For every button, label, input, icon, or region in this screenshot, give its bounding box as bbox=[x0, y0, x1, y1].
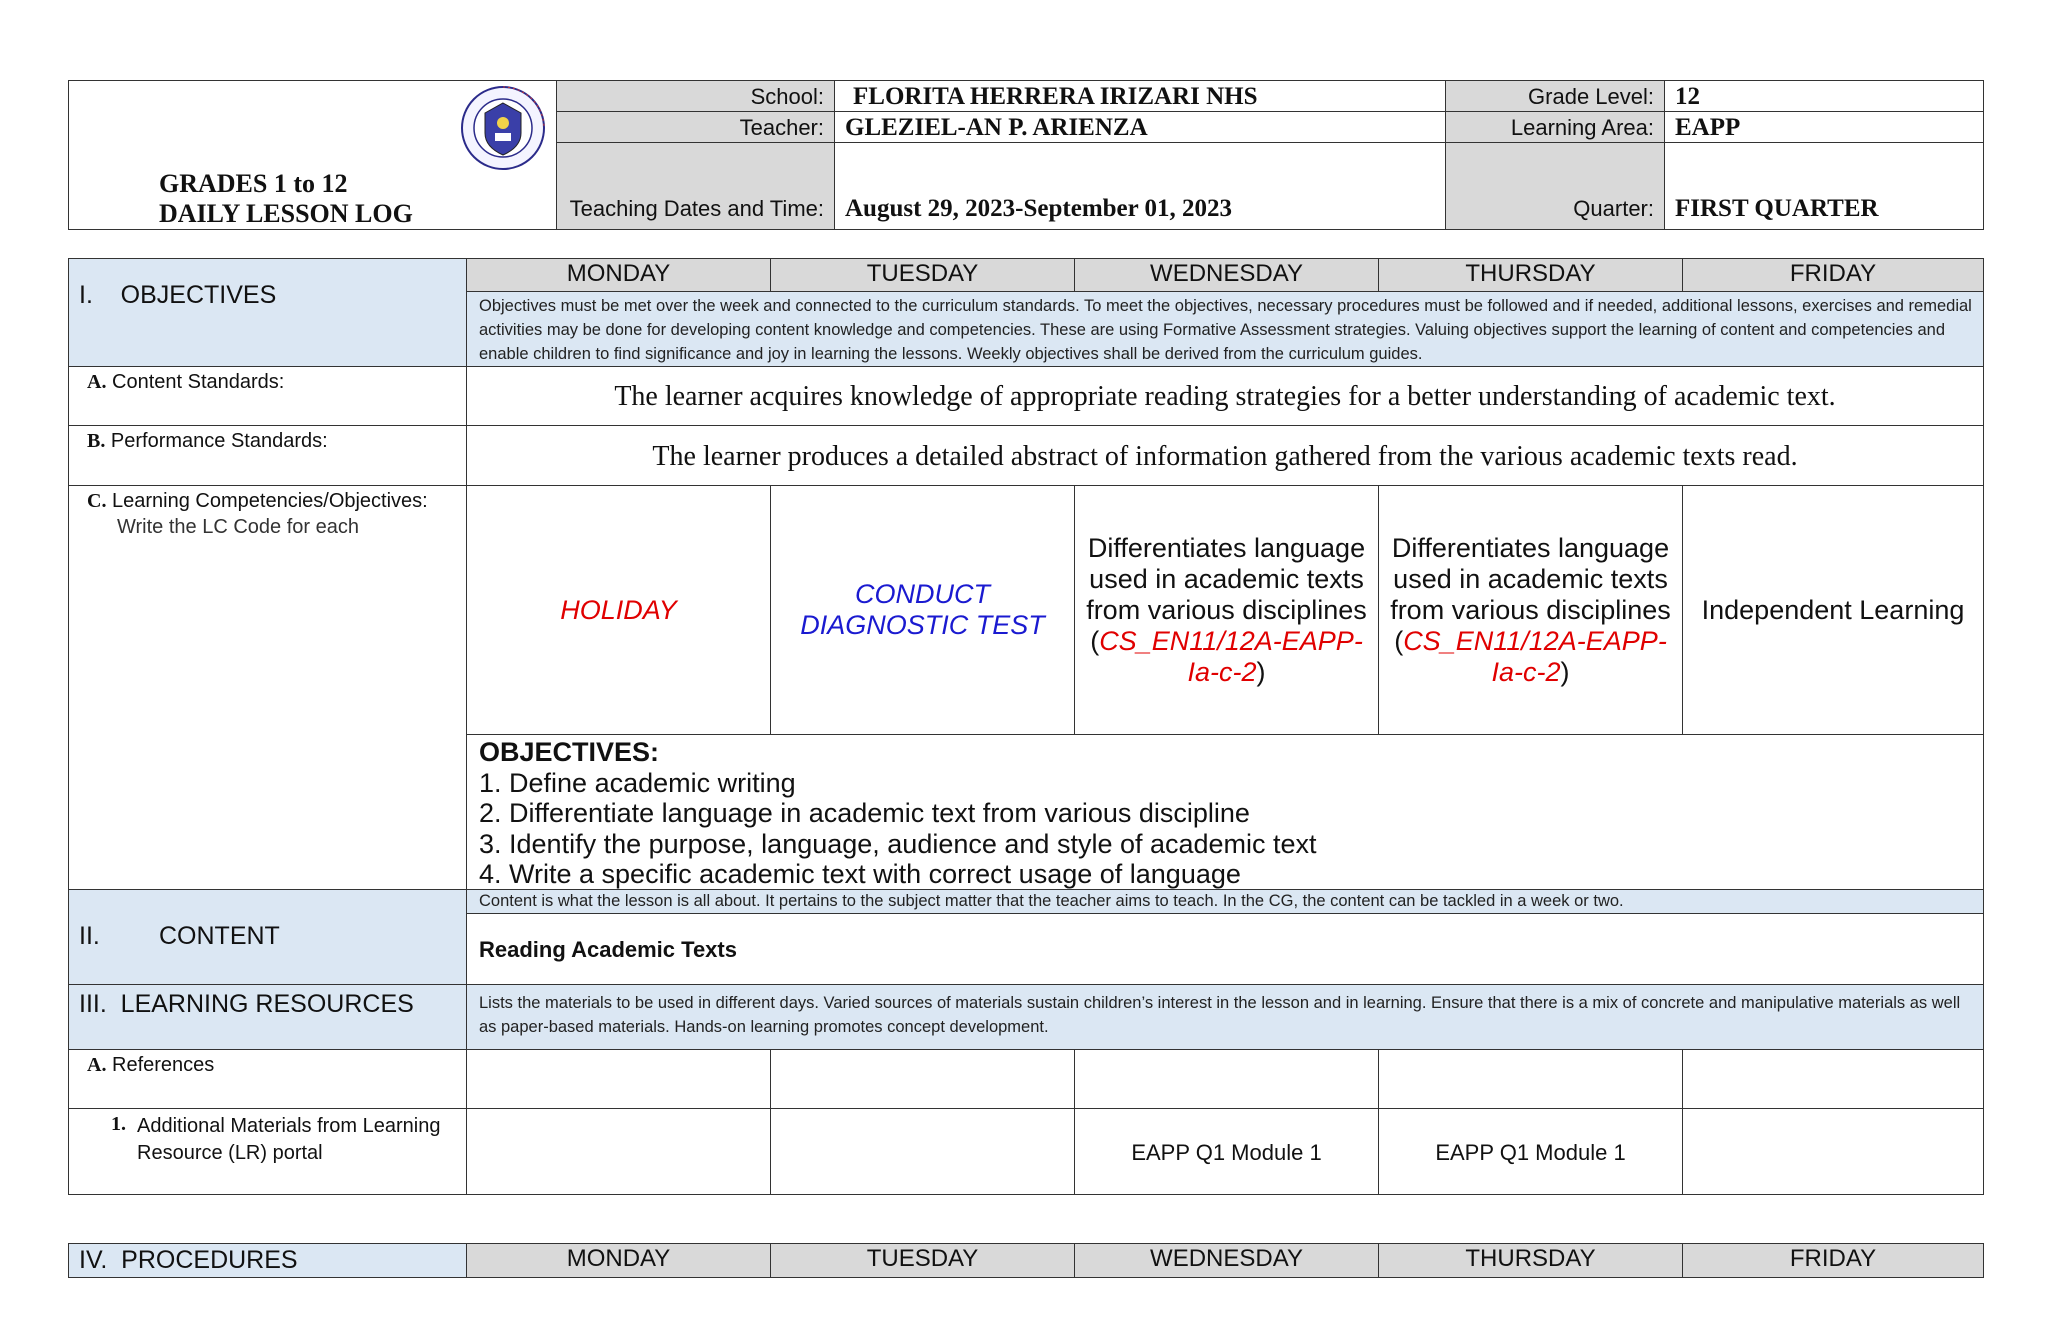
lc-wednesday bbox=[1074, 485, 1379, 735]
learning-competencies-label-cell bbox=[68, 485, 467, 890]
references-tuesday bbox=[770, 1049, 1075, 1109]
lc-thursday-text: Differentiates language used in academic texts from various disciplines bbox=[1390, 532, 1671, 625]
resources-heading-cell bbox=[68, 984, 467, 1050]
procedures-day-monday: MONDAY bbox=[466, 1243, 771, 1278]
references-thursday bbox=[1378, 1049, 1683, 1109]
performance-standards-label bbox=[87, 430, 328, 453]
lc-friday-text: Independent Learning bbox=[1701, 594, 1965, 625]
performance-standards-letter: B. bbox=[87, 430, 106, 452]
objectives-list-cell bbox=[466, 734, 1984, 890]
learning-area-value: EAPP bbox=[1664, 111, 1984, 143]
additional-materials-friday bbox=[1682, 1108, 1984, 1195]
additional-materials-thursday: EAPP Q1 Module 1 bbox=[1378, 1108, 1683, 1195]
grade-level-label: Grade Level: bbox=[1445, 80, 1665, 112]
title-line-1: GRADES 1 to 12 bbox=[159, 169, 348, 198]
additional-materials-monday bbox=[466, 1108, 771, 1195]
content-value: Reading Academic Texts bbox=[466, 913, 1984, 985]
lc-thursday bbox=[1378, 485, 1683, 735]
lc-monday-text: HOLIDAY bbox=[560, 594, 677, 625]
teacher-value: GLEZIEL-AN P. ARIENZA bbox=[834, 111, 1446, 143]
objectives-heading: I. OBJECTIVES bbox=[79, 281, 277, 309]
day-header-monday: MONDAY bbox=[466, 258, 771, 292]
references-label bbox=[87, 1054, 214, 1077]
page-title bbox=[159, 169, 413, 229]
objectives-list-title: OBJECTIVES: bbox=[479, 737, 660, 767]
lc-wednesday-code-wrap: (CS_EN11/12A-EAPP-Ia-c-2) bbox=[1090, 625, 1363, 687]
grade-level-value: 12 bbox=[1664, 80, 1984, 112]
lc-wednesday-code: CS_EN11/12A-EAPP-Ia-c-2 bbox=[1099, 625, 1363, 687]
objectives-list-item: 2. Differentiate language in academic text from various discipline bbox=[479, 798, 1250, 828]
procedures-day-tuesday: TUESDAY bbox=[770, 1243, 1075, 1278]
school-value: FLORITA HERRERA IRIZARI NHS bbox=[834, 80, 1446, 112]
content-heading-number: II. bbox=[79, 922, 100, 950]
lc-tuesday bbox=[770, 485, 1075, 735]
resources-heading: III. LEARNING RESOURCES bbox=[79, 990, 414, 1018]
procedures-day-thursday: THURSDAY bbox=[1378, 1243, 1683, 1278]
lc-thursday-code-wrap: (CS_EN11/12A-EAPP-Ia-c-2) bbox=[1394, 625, 1667, 687]
lc-thursday-code: CS_EN11/12A-EAPP-Ia-c-2 bbox=[1403, 625, 1667, 687]
content-standards-label-cell bbox=[68, 366, 467, 426]
content-standards-value: The learner acquires knowledge of appropriate reading strategies for a better understanding of academic text. bbox=[466, 366, 1984, 426]
content-standards-letter: A. bbox=[87, 371, 107, 393]
learning-competencies-sub: Write the LC Code for each bbox=[117, 516, 359, 538]
procedures-heading-cell bbox=[68, 1243, 467, 1278]
resources-note: Lists the materials to be used in different days. Varied sources of materials sustain children’s interest in the lesson and in learning. Ensure that there is a mix of concrete and manipulative materials as well as paper-based materials. Hands-on learning promotes concept development. bbox=[466, 984, 1984, 1050]
procedures-day-wednesday: WEDNESDAY bbox=[1074, 1243, 1379, 1278]
objectives-note: Objectives must be met over the week and connected to the curriculum standards. To meet the objectives, necessary procedures must be followed and if needed, additional lessons, exercises and remedial activities may be done for developing content knowledge and competencies. These are using Formative Assessment strategies. Valuing objectives support the learning of content and competencies and enable children to find significance and joy in learning the lessons. Weekly objectives shall be derived from the curriculum guides. bbox=[466, 291, 1984, 367]
references-letter: A. bbox=[87, 1054, 107, 1076]
references-text: References bbox=[112, 1054, 215, 1076]
lc-monday bbox=[466, 485, 771, 735]
performance-standards-value: The learner produces a detailed abstract of information gathered from the various academic texts read. bbox=[466, 425, 1984, 486]
content-standards-text: Content Standards: bbox=[112, 371, 285, 393]
header-title-cell bbox=[68, 80, 557, 230]
references-monday bbox=[466, 1049, 771, 1109]
school-label: School: bbox=[556, 80, 835, 112]
performance-standards-label-cell bbox=[68, 425, 467, 486]
deped-seal-logo bbox=[460, 85, 546, 171]
objectives-heading-cell bbox=[68, 258, 467, 367]
teaching-dates-value: August 29, 2023-September 01, 2023 bbox=[834, 142, 1446, 230]
references-wednesday bbox=[1074, 1049, 1379, 1109]
lc-friday bbox=[1682, 485, 1984, 735]
teaching-dates-label: Teaching Dates and Time: bbox=[556, 142, 835, 230]
content-standards-label bbox=[87, 371, 284, 394]
additional-materials-label-cell bbox=[68, 1108, 467, 1195]
learning-competencies-text: Learning Competencies/Objectives: bbox=[112, 490, 428, 512]
additional-materials-wednesday: EAPP Q1 Module 1 bbox=[1074, 1108, 1379, 1195]
additional-materials-tuesday bbox=[770, 1108, 1075, 1195]
references-friday bbox=[1682, 1049, 1984, 1109]
references-label-cell bbox=[68, 1049, 467, 1109]
content-heading: CONTENT bbox=[159, 922, 280, 950]
objectives-list-item: 3. Identify the purpose, language, audience and style of academic text bbox=[479, 828, 1317, 859]
content-note: Content is what the lesson is all about. It pertains to the subject matter that the teacher aims to teach. In the CG, the content can be tackled in a week or two. bbox=[466, 889, 1984, 914]
learning-competencies-letter: C. bbox=[87, 490, 107, 512]
quarter-value: FIRST QUARTER bbox=[1664, 142, 1984, 230]
day-header-wednesday: WEDNESDAY bbox=[1074, 258, 1379, 292]
additional-materials-label: Additional Materials from Learning Resource (LR) portal bbox=[137, 1115, 441, 1164]
objectives-list-item: 4. Write a specific academic text with correct usage of language bbox=[479, 859, 1241, 889]
day-header-thursday: THURSDAY bbox=[1378, 258, 1683, 292]
lc-tuesday-text: CONDUCT DIAGNOSTIC TEST bbox=[800, 579, 1045, 640]
procedures-day-friday: FRIDAY bbox=[1682, 1243, 1984, 1278]
performance-standards-text: Performance Standards: bbox=[110, 430, 328, 452]
procedures-heading: IV. PROCEDURES bbox=[79, 1246, 298, 1274]
learning-competencies-label bbox=[87, 490, 428, 513]
title-line-2: DAILY LESSON LOG bbox=[159, 199, 413, 228]
lc-wednesday-text: Differentiates language used in academic texts from various disciplines bbox=[1086, 532, 1367, 625]
learning-area-label: Learning Area: bbox=[1445, 111, 1665, 143]
additional-materials-number: 1. bbox=[111, 1113, 126, 1135]
teacher-label: Teacher: bbox=[556, 111, 835, 143]
day-header-tuesday: TUESDAY bbox=[770, 258, 1075, 292]
quarter-label: Quarter: bbox=[1445, 142, 1665, 230]
objectives-list-item: 1. Define academic writing bbox=[479, 767, 796, 798]
content-heading-cell bbox=[68, 889, 467, 985]
day-header-friday: FRIDAY bbox=[1682, 258, 1984, 292]
